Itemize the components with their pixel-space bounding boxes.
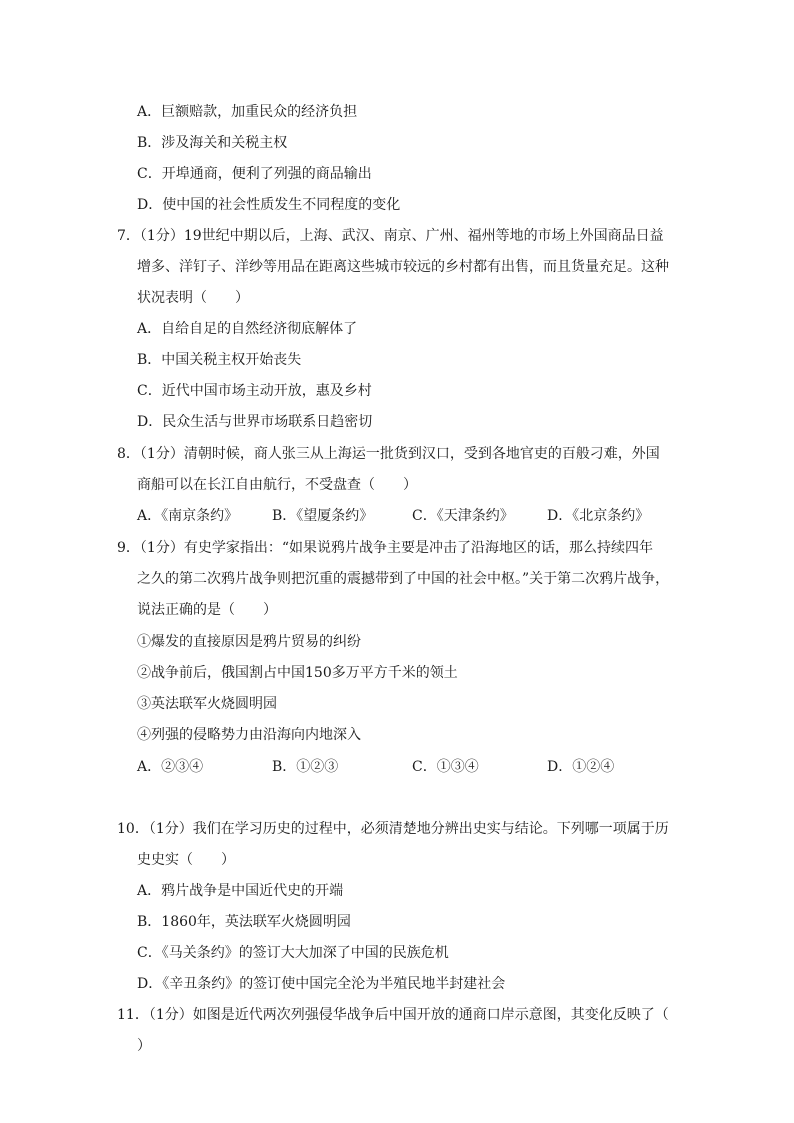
q10-stem-line-2: 史史实（ ） (137, 852, 235, 868)
q9-stem-line-1: 9．（1分）有史学家指出：“如果说鸦片战争主要是冲击了沿海地区的话，那么持续四年 (117, 540, 653, 556)
q11-stem-line-2: ） (137, 1038, 151, 1054)
q10-option-a: A．鸦片战争是中国近代史的开端 (137, 883, 344, 899)
q7-stem-line-2: 增多、洋钉子、洋纱等用品在距离这些城市较远的乡村都有出售，而且货量充足。这种 (137, 259, 669, 275)
q10-option-b: B．1860年，英法联军火烧圆明园 (137, 914, 351, 930)
q9-option-b: B．①②③ (272, 759, 339, 775)
q9-option-c: C．①③④ (412, 759, 479, 775)
q7-stem-line-1: 7．（1分）19世纪中期以后，上海、武汉、南京、广州、福州等地的市场上外国商品日益 (117, 228, 664, 244)
q6-option-b: B．涉及海关和关税主权 (137, 135, 288, 151)
q7-option-c: C．近代中国市场主动开放，惠及乡村 (137, 383, 372, 399)
q9-statement-1: ①爆发的直接原因是鸦片贸易的纠纷 (137, 634, 361, 650)
q10-stem-line-1: 10．（1分）我们在学习历史的过程中，必须清楚地分辨出史实与结论。下列哪一项属于历 (117, 821, 669, 837)
q9-stem-line-2: 之久的第二次鸦片战争则把沉重的震撼带到了中国的社会中枢。”关于第二次鸦片战争， (137, 571, 670, 587)
q7-option-a: A．自给自足的自然经济彻底解体了 (137, 321, 358, 337)
q6-option-d: D．使中国的社会性质发生不同程度的变化 (137, 197, 401, 213)
q8-option-b: B．《望厦条约》 (272, 508, 374, 524)
q10-option-c: C．《马关条约》的签订大大加深了中国的民族危机 (137, 945, 449, 961)
q9-stem-line-3: 说法正确的是（ ） (137, 602, 277, 618)
q8-option-a: A．《南京条约》 (137, 508, 239, 524)
q9-option-d: D．①②④ (547, 759, 615, 775)
q8-stem-line-2: 商船可以在长江自由航行，不受盘查（ ） (137, 477, 417, 493)
q9-options-row (137, 757, 697, 777)
q8-options-row (137, 506, 697, 526)
q11-stem-line-1: 11．（1分）如图是近代两次列强侵华战争后中国开放的通商口岸示意图，其变化反映了（ (117, 1007, 669, 1023)
q7-option-b: B．中国关税主权开始丧失 (137, 352, 302, 368)
q9-option-a: A．②③④ (137, 759, 204, 775)
q6-option-c: C．开埠通商，便利了列强的商品输出 (137, 166, 372, 182)
q8-stem-line-1: 8．（1分）清朝时候，商人张三从上海运一批货到汉口，受到各地官吏的百般刁难，外国 (117, 446, 660, 462)
q6-option-a: A．巨额赔款，加重民众的经济负担 (137, 104, 358, 120)
q7-option-d: D．民众生活与世界市场联系日趋密切 (137, 414, 373, 430)
q7-stem-line-3: 状况表明（ ） (137, 290, 249, 306)
q9-statement-3: ③英法联军火烧圆明园 (137, 696, 277, 712)
q8-option-c: C．《天津条约》 (412, 508, 514, 524)
q10-option-d: D．《辛丑条约》的签订使中国完全沦为半殖民地半封建社会 (137, 976, 506, 992)
q8-option-d: D．《北京条约》 (547, 508, 650, 524)
q9-statement-2: ②战争前后，俄国割占中国150多万平方千米的领土 (137, 665, 458, 681)
q9-statement-4: ④列强的侵略势力由沿海向内地深入 (137, 727, 361, 743)
